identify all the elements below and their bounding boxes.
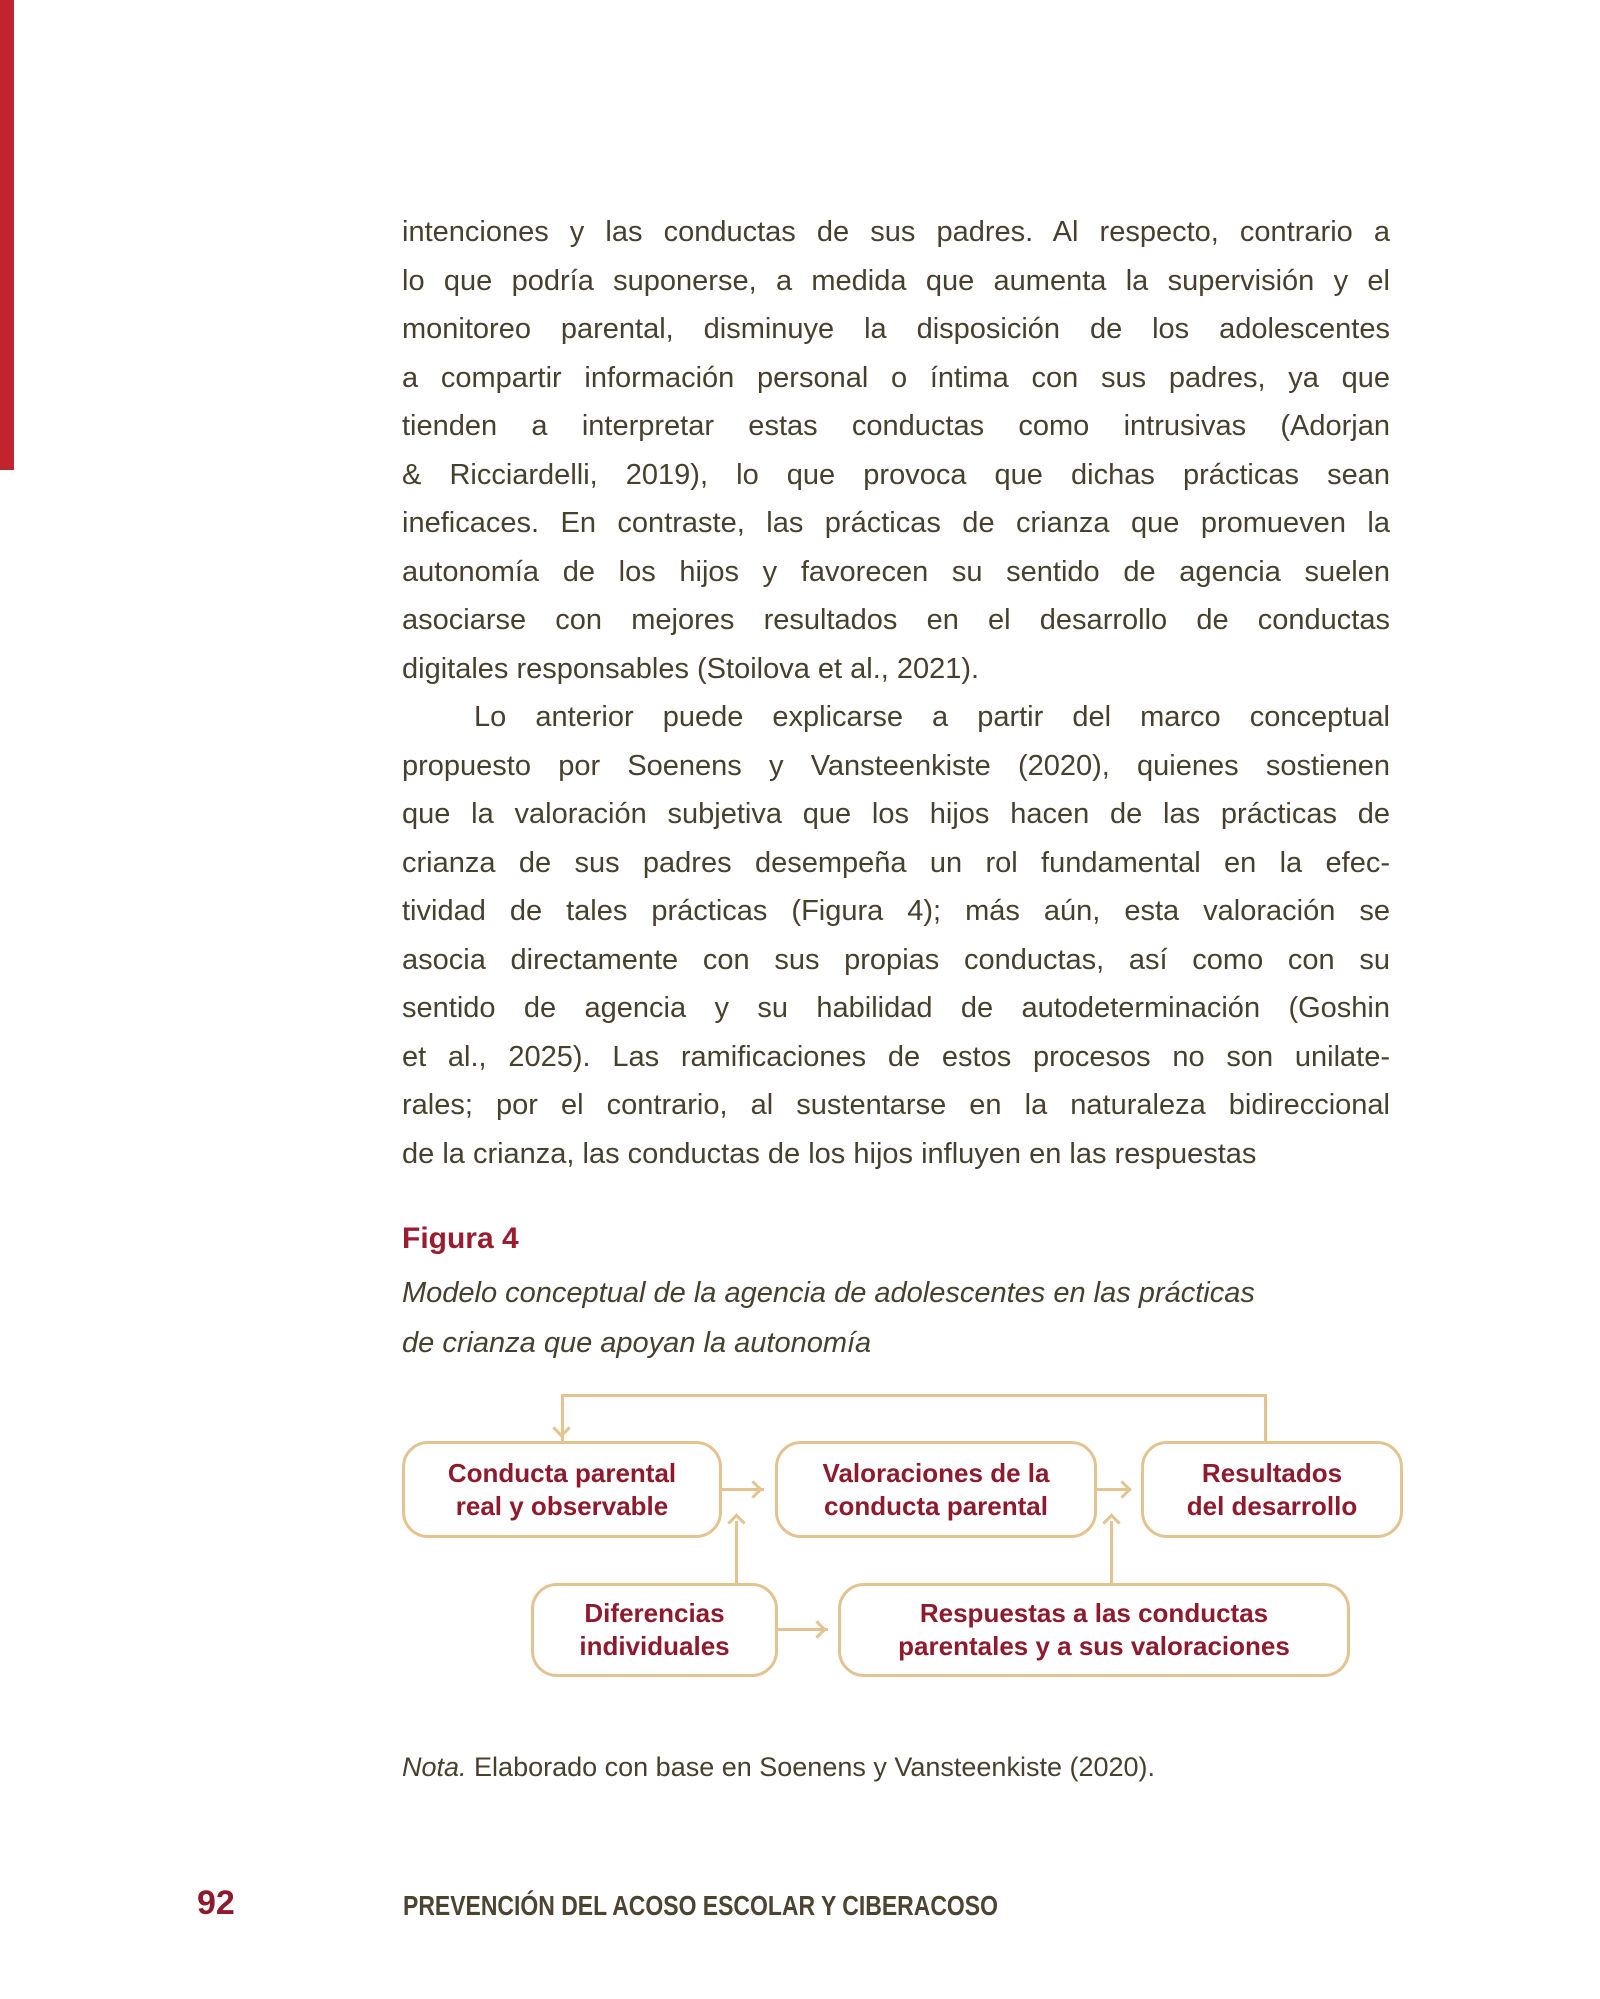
figure-label: Figura 4 <box>402 1222 519 1255</box>
figure-caption-line: Modelo conceptual de la agencia de adolescentes en las prácticas <box>402 1277 1255 1309</box>
box-label-line: Resultados <box>1201 1457 1343 1488</box>
body-line: propuesto por Soenens y Vansteenkiste (2020), quienes sostienen <box>402 749 1390 782</box>
diagram-box-diferencias <box>531 1583 778 1677</box>
riser-arrowhead-icon <box>727 1513 745 1531</box>
body-line: monitoreo parental, disminuye la disposición de los adolescentes <box>402 313 1390 345</box>
box-label-line: Diferencias <box>584 1598 725 1628</box>
body-line: autonomía de los hijos y favorecen su sentido de agencia suelen <box>402 555 1390 588</box>
box-label-line: del desarrollo <box>1186 1490 1358 1521</box>
body-line: rales; por el contrario, al sustentarse en la naturaleza bidireccional <box>402 1089 1390 1121</box>
box-label-line: Conducta parental <box>447 1457 677 1488</box>
page-number: 92 <box>197 1884 235 1922</box>
body-line: digitales responsables (Stoilova et al., 2021). <box>402 652 980 685</box>
body-line: intenciones y las conductas de sus padres. Al respecto, contrario a <box>402 216 1390 248</box>
box-label-line: individuales <box>579 1631 730 1661</box>
body-line: asociarse con mejores resultados en el desarrollo de conductas <box>402 604 1390 636</box>
running-footer-title: PREVENCIÓN DEL ACOSO ESCOLAR Y CIBERACOSO <box>403 1890 998 1921</box>
feedback-arrow-path <box>561 1394 1267 1441</box>
body-line: crianza de sus padres desempeña un rol fundamental en la efec- <box>402 846 1390 879</box>
body-line: Lo anterior puede explicarse a partir del marco conceptual <box>474 701 1390 733</box>
box-label-line: parentales y a sus valoraciones <box>898 1631 1290 1661</box>
box-label-line: Respuestas a las conductas <box>919 1598 1269 1628</box>
connector-arrowhead-icon <box>744 1480 762 1498</box>
diagram-box-valoraciones <box>775 1441 1097 1538</box>
body-line: tividad de tales prácticas (Figura 4); más aún, esta valoración se <box>402 895 1390 927</box>
box-label-line: conducta parental <box>824 1490 1048 1521</box>
connector-arrowhead-icon <box>1113 1480 1131 1498</box>
diagram-box-conducta-parental <box>402 1441 722 1538</box>
diagram-box-respuestas <box>838 1583 1350 1677</box>
body-line: & Ricciardelli, 2019), lo que provoca que dichas prácticas sean <box>402 458 1390 491</box>
riser-arrowhead-icon <box>1102 1513 1120 1531</box>
body-line: asocia directamente con sus propias conductas, así como con su <box>402 943 1390 976</box>
connector-arrowhead-icon <box>808 1620 826 1638</box>
body-line: de la crianza, las conductas de los hijos influyen en las respuestas <box>402 1137 1257 1170</box>
figure-caption-line: de crianza que apoyan la autonomía <box>402 1327 872 1359</box>
figure-caption <box>402 1268 1402 1368</box>
note-text: Elaborado con base en Soenens y Vansteenkiste (2020). <box>466 1752 1156 1782</box>
body-line: ineficaces. En contraste, las prácticas de crianza que promueven la <box>402 507 1390 539</box>
note-prefix: Nota. <box>402 1752 467 1782</box>
figure-note <box>402 1752 1155 1783</box>
body-line: et al., 2025). Las ramificaciones de estos procesos no son unilate- <box>402 1040 1390 1073</box>
chapter-edge-bar <box>0 0 14 470</box>
diagram-box-resultados <box>1141 1441 1403 1538</box>
body-line: lo que podría suponerse, a medida que aumenta la supervisión y el <box>402 264 1390 297</box>
box-label-line: Valoraciones de la <box>822 1457 1050 1488</box>
body-line: sentido de agencia y su habilidad de autodeterminación (Goshin <box>402 992 1390 1024</box>
body-line: tienden a interpretar estas conductas como intrusivas (Adorjan <box>402 410 1390 442</box>
box-label-line: real y observable <box>455 1490 669 1521</box>
body-text <box>402 208 1390 1178</box>
body-line: que la valoración subjetiva que los hijos hacen de las prácticas de <box>402 798 1390 830</box>
body-line: a compartir información personal o íntima con sus padres, ya que <box>402 361 1390 394</box>
